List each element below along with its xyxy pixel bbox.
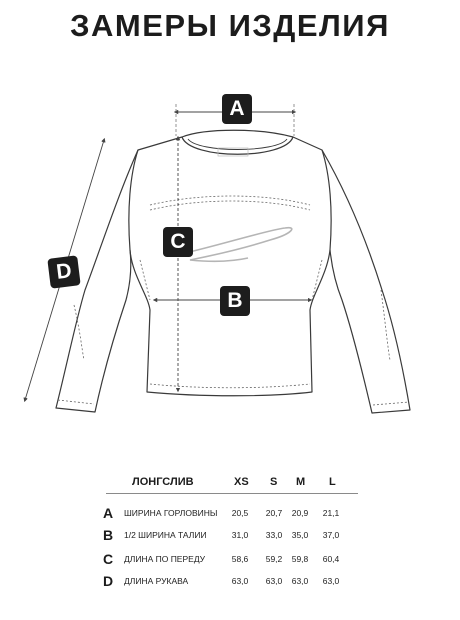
cell-xs: 20,5 bbox=[231, 508, 249, 518]
page-title: ЗАМЕРЫ ИЗДЕЛИЯ bbox=[70, 8, 390, 43]
marker-d-badge: D bbox=[47, 255, 80, 288]
cell-m: 63,0 bbox=[291, 576, 309, 586]
cell-m: 35,0 bbox=[291, 530, 309, 540]
cell-s: 20,7 bbox=[265, 508, 283, 518]
marker-a-badge: A bbox=[222, 94, 252, 124]
cell-xs: 31,0 bbox=[231, 530, 249, 540]
cell-l: 37,0 bbox=[322, 530, 340, 540]
size-table-header bbox=[106, 468, 358, 494]
cell-l: 60,4 bbox=[322, 554, 340, 564]
cell-xs: 58,6 bbox=[231, 554, 249, 564]
size-s-header: S bbox=[270, 476, 278, 488]
row-label: ШИРИНА ГОРЛОВИНЫ bbox=[124, 508, 218, 518]
size-m-header: M bbox=[296, 476, 306, 488]
cell-xs: 63,0 bbox=[231, 576, 249, 586]
cell-s: 63,0 bbox=[265, 576, 283, 586]
row-label: ДЛИНА РУКАВА bbox=[124, 576, 189, 586]
row-letter: D bbox=[103, 573, 114, 589]
table-row bbox=[103, 504, 358, 524]
product-name: ЛОНГСЛИВ bbox=[132, 476, 194, 488]
row-letter: A bbox=[103, 505, 114, 521]
cell-s: 33,0 bbox=[265, 530, 283, 540]
print-swirl bbox=[185, 228, 292, 262]
size-l-header: L bbox=[329, 476, 336, 488]
table-row bbox=[103, 526, 358, 546]
cell-s: 59,2 bbox=[265, 554, 283, 564]
row-letter: B bbox=[103, 527, 114, 543]
marker-c-badge: C bbox=[163, 227, 193, 257]
row-label: 1/2 ШИРИНА ТАЛИИ bbox=[124, 530, 207, 540]
garment-outline bbox=[56, 130, 410, 413]
table-row bbox=[103, 572, 358, 592]
cell-l: 21,1 bbox=[322, 508, 340, 518]
cell-m: 20,9 bbox=[291, 508, 309, 518]
row-letter: C bbox=[103, 551, 114, 567]
table-row bbox=[103, 550, 358, 570]
cell-l: 63,0 bbox=[322, 576, 340, 586]
row-label: ДЛИНА ПО ПЕРЕДУ bbox=[124, 554, 206, 564]
marker-b-badge: B bbox=[220, 286, 250, 316]
cell-m: 59,8 bbox=[291, 554, 309, 564]
size-xs-header: XS bbox=[234, 476, 249, 488]
